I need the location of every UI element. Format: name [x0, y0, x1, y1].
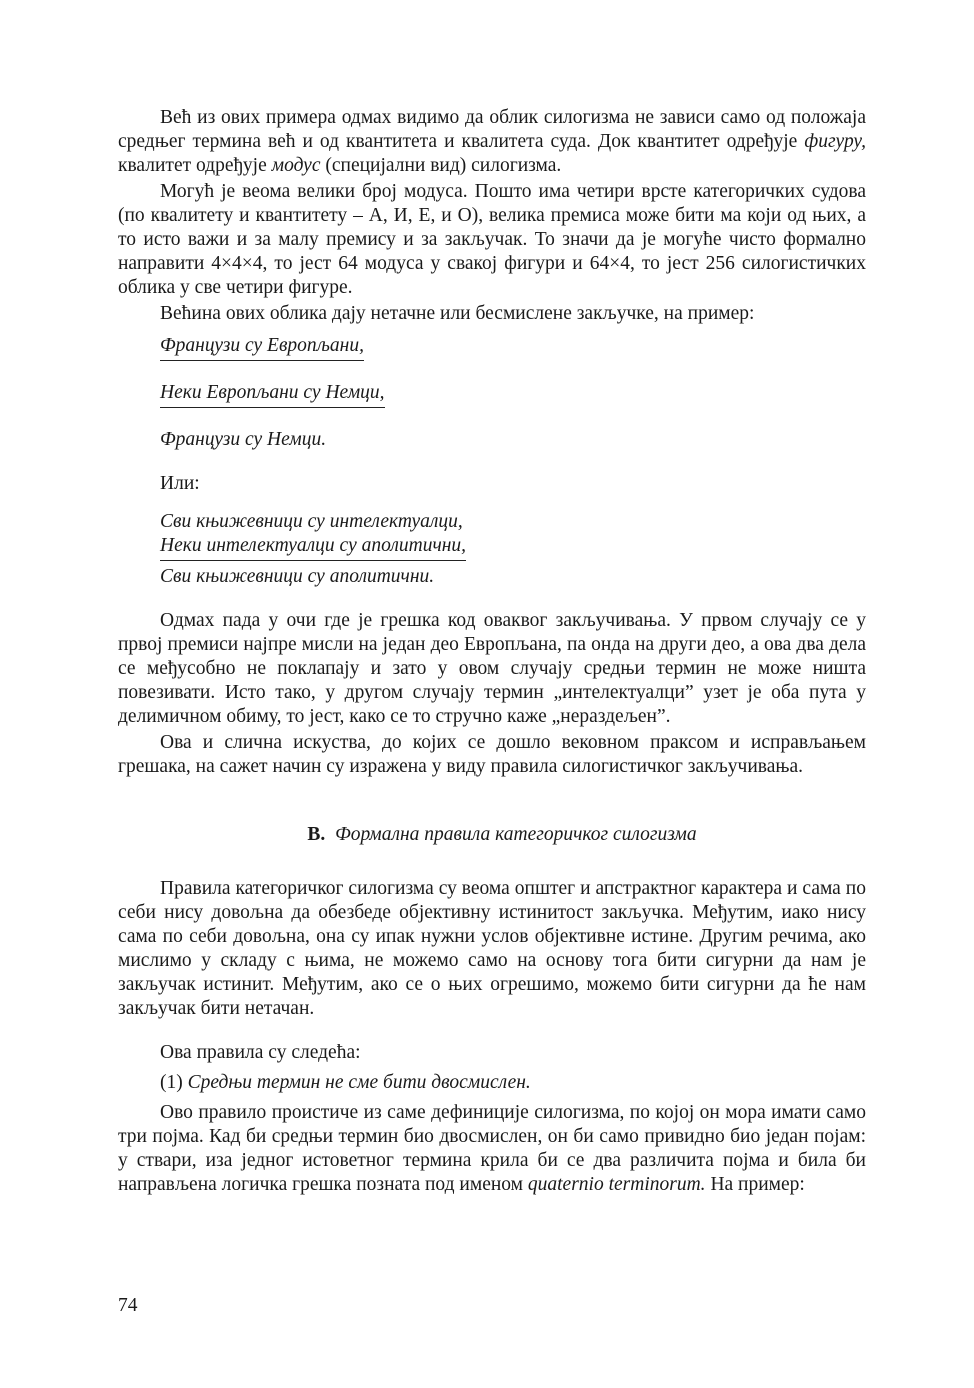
- rule-1: (1) Средњи термин не сме бити двосмислен.: [160, 1072, 531, 1093]
- paragraph-experience: Ова и слична искуства, до којих се дошло вековном праксом и исправљањем грешака, на сажет начин су изражена у виду правила силогистичког закључивања.: [118, 732, 866, 777]
- paragraph-rule1-explanation: Ово правило проистиче из саме дефиниције силогизма, по којој он мора имати само три појма. Кад би средњи термин био двосмислен, он би само привидно био један појам: у ствари, иза једног истоветног термина крила би се два различита појма и била би направљена логичка грешка позната под именом quaternio terminorum. На пример:: [118, 1102, 866, 1195]
- or-label: Или:: [160, 473, 200, 494]
- example1-premise2: Неки Европљани су Немци,: [160, 381, 866, 408]
- example1-conclusion: Французи су Немци.: [160, 429, 327, 450]
- term-figure: фигуру,: [804, 131, 866, 152]
- term-modus: модус: [271, 155, 321, 176]
- example2-premise1: Сви књижевници су интелектуалци,: [160, 511, 463, 532]
- term-quaternio: quaternio terminorum.: [527, 1174, 706, 1195]
- section-letter: В.: [307, 824, 326, 845]
- paragraph-invalid-forms: Већина ових облика дају нетачне или бесмислене закључке, на пример:: [160, 303, 755, 324]
- example2-conclusion: Сви књижевници су аполитични.: [160, 566, 435, 587]
- paragraph-error-explanation: Одмах пада у очи где је грешка код оваквог закључивања. У првом случају се у првој премиси најпре мисли на један део Европљана, па онда на други део, а ова два дела се међусобно не поклапају и зато у овом случају средњи термин не може ништа повезивати. Исто тако, у другом случају термин „интелектуалци” узет је оба пута у делимичном обиму, то јест, како се то стручно каже „нераздељен”.: [118, 610, 866, 727]
- paragraph-syllogism-form: Већ из ових примера одмах видимо да облик силогизма не зависи само од положаја средњег термина већ и од квантитета и квалитета суда. Док квантитет одређује фигуру, квалитет одређује модус (специјални вид) силогизма.: [118, 107, 866, 176]
- paragraph-rules-character: Правила категоричког силогизма су веома општег и апстрактног карактера и сама по себи нису довољна да обезбеде објективну истинитост закључка. Међутим, иако нису сама по себи довољна, она су ипак нужни услов објективне истине. Другим речима, ако мислимо у складу с њима, не можемо само на основу тога бити сигурни да нам је закључак истинит. Међутим, ако се о њих огрешимо, можемо бити сигурни да ће нам закључак бити нетачан.: [118, 878, 866, 1019]
- page-number: 74: [118, 1295, 138, 1316]
- section-title: Формална правила категоричког силогизма: [335, 824, 697, 845]
- paragraph-rules-intro: Ова правила су следећа:: [160, 1042, 361, 1063]
- paragraph-modus-count: Могућ је веома велики број модуса. Пошто има четири врсте категоричких судова (по квалитету и квантитету – А, И, Е, и О), велика премиса може бити ма који од њих, а то исто важи и за малу премису и за закључак. То значи да је могуће чисто формално направити 4×4×4, то јест 64 модуса у свакој фигури и 64×4, то јест 256 силогистичких облика у све четири фигуре.: [118, 181, 866, 298]
- example2-premise2: Неки интелектуалци су аполитични,: [160, 534, 866, 561]
- example1-premise1: Французи су Европљани,: [160, 334, 866, 361]
- page-body: [118, 106, 866, 1197]
- section-heading: [118, 823, 866, 847]
